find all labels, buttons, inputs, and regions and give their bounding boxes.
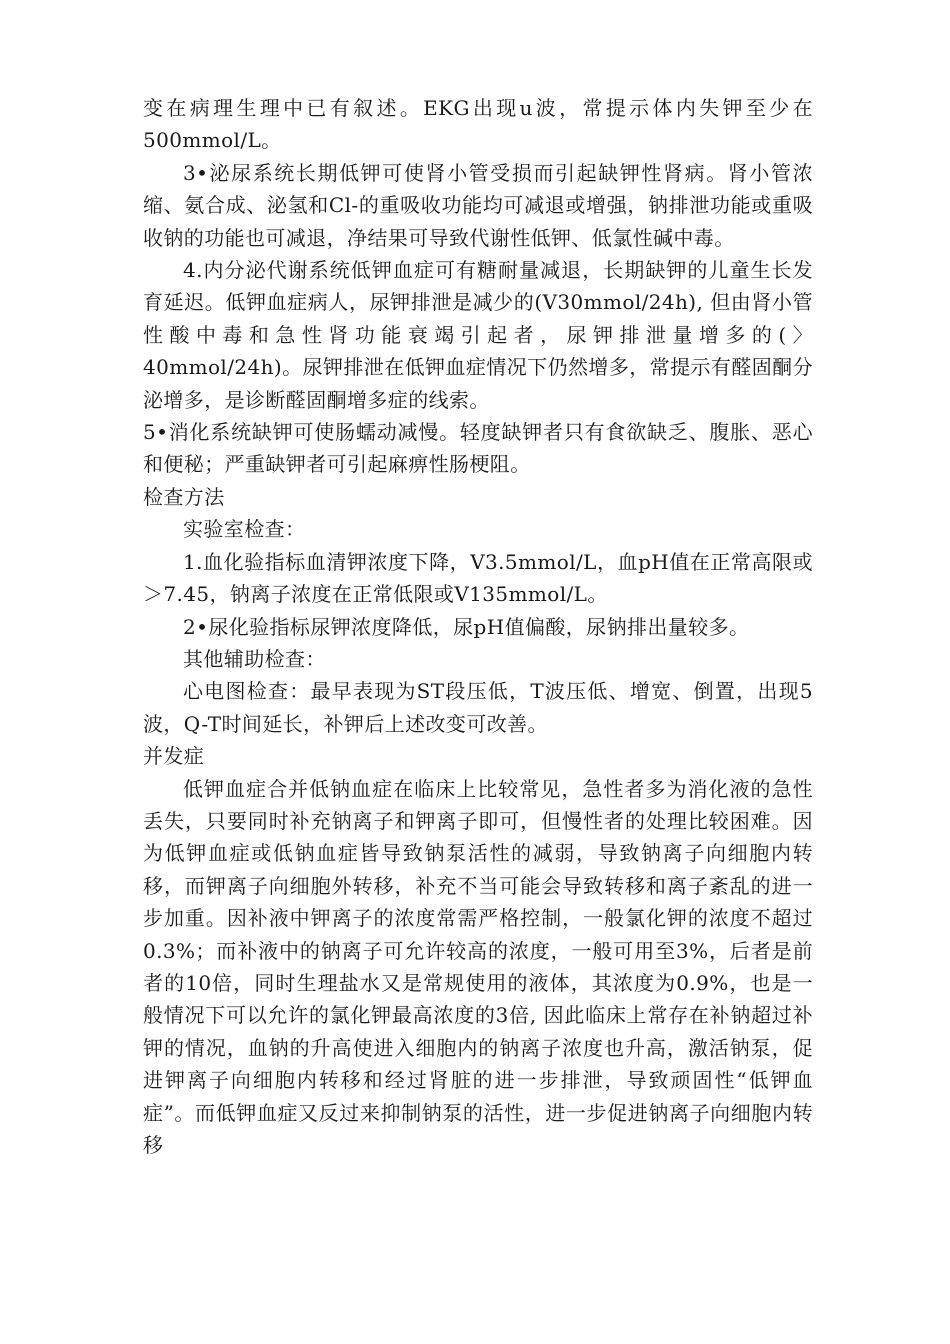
subheading-lab-tests: 实验室检查： bbox=[183, 517, 306, 542]
paragraph-digestive-system: 5•消化系统缺钾可使肠蠕动减慢。轻度缺钾者只有食欲缺乏、腹胀、恶心和便秘；严重缺钾者可引起麻痹性肠梗阻。 bbox=[143, 420, 813, 477]
paragraph-endocrine-system: 4.内分泌代谢系统低钾血症可有糖耐量减退，长期缺钾的儿童生长发育延迟。低钾血症病人，尿钾排泄是减少的(V30mmol/24h), 但由肾小管性酸中毒和急性肾功能衰竭引起者，尿钾排泄量增多的(〉40mmol/24h)。尿钾排泄在低钾血症情况下仍然增多，常提示有醛固酮分泌增多，是诊断醛固酮增多症的线索。 bbox=[143, 258, 813, 412]
subheading-other-tests: 其他辅助检查： bbox=[183, 646, 326, 671]
paragraph-ecg: 心电图检查：最早表现为ST段压低，T波压低、增宽、倒置，出现5波，Q-T时间延长，补钾后上述改变可改善。 bbox=[143, 679, 813, 736]
paragraph-urinary-system: 3•泌尿系统长期低钾可使肾小管受损而引起缺钾性肾病。肾小管浓缩、氨合成、泌氢和Cl-的重吸收功能均可减退或增强，钠排泄功能或重吸收钠的功能也可减退，净结果可导致代谢性低钾、低氯性碱中毒。 bbox=[143, 160, 813, 250]
paragraph-blood-tests: 1.血化验指标血清钾浓度下降，V3.5mmol/L，血pH值在正常高限或＞7.45，钠离子浓度在正常低限或V135mmol/L。 bbox=[143, 549, 813, 607]
paragraph-ekg-continuation: 变在病理生理中已有叙述。EKG出现u波，常提示体内失钾至少在500mmol/L。 bbox=[143, 96, 813, 153]
paragraph-urine-tests: 2•尿化验指标尿钾浓度降低，尿pH值偏酸，尿钠排出量较多。 bbox=[183, 614, 750, 639]
paragraph-complications: 低钾血症合并低钠血症在临床上比较常见，急性者多为消化液的急性丢失，只要同时补充钠离子和钾离子即可，但慢性者的处理比较困难。因为低钾血症或低钠血症皆导致钠泵活性的减弱，导致钠离子向细胞内转移，而钾离子向细胞外转移，补充不当可能会导致转移和离子紊乱的进一步加重。因补液中钾离子的浓度常需严格控制，一般氯化钾的浓度不超过0.3%；而补液中的钠离子可允许较高的浓度，一般可用至3%，后者是前者的10倍，同时生理盐水又是常规使用的液体，其浓度为0.9%，也是一般情况下可以允许的氯化钾最高浓度的3倍, 因此临床上常存在补钠超过补钾的情况，血钠的升高使进入细胞内的钠离子浓度也升高，激活钠泵，促进钾离子向细胞内转移和经过肾脏的进一步排泄，导致顽固性“低钾血症”。而低钾血症又反过来抑制钠泵的活性，进一步促进钠离子向细胞内转移 bbox=[143, 776, 813, 1157]
section-heading-complications: 并发症 bbox=[143, 744, 205, 769]
document-body bbox=[143, 92, 813, 1161]
section-heading-examination: 检查方法 bbox=[143, 484, 225, 509]
